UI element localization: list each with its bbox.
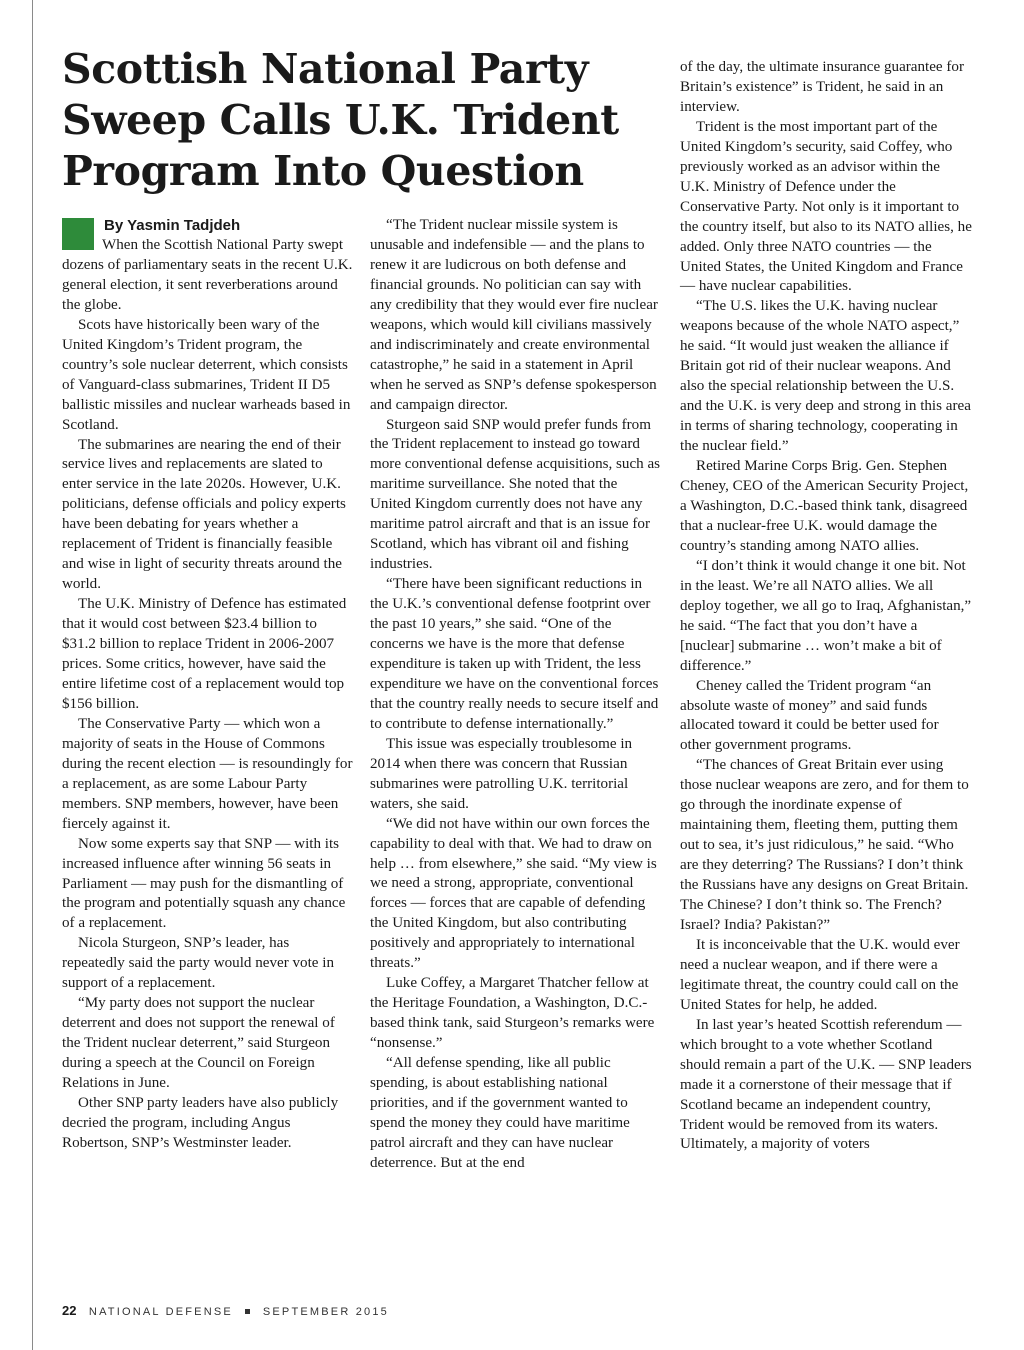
headline	[62, 44, 622, 197]
section-marker	[62, 218, 94, 250]
byline: By Yasmin Tadjdeh	[104, 217, 241, 234]
issue-date: SEPTEMBER 2015	[262, 1306, 390, 1318]
headline-line: Sweep Calls U.K. Trident	[62, 96, 619, 144]
article-column-1	[62, 216, 354, 1154]
paragraph: Cheney called the Trident program “an absolute waste of money” and said funds allocated toward it could be better used for other government programs.	[680, 677, 939, 754]
article-column-2	[370, 216, 662, 1174]
paragraph: The submarines are nearing the end of their service lives and replacements are slated to enter service in the late 2020s. However, U.K. politicians, defense officials and policy experts have been debating for years whether a replacement of Trident is financially feasible and wise in light of security threats around the world.	[62, 436, 346, 593]
headline-line: Program Into Question	[62, 147, 584, 195]
paragraph: Now some experts say that SNP — with its increased influence after winning 56 seats in Parliament — may push for the dismantling of the program and potentially squash any chance of a replacement.	[62, 835, 346, 932]
paragraph: In last year’s heated Scottish referendum — which brought to a vote whether Scotland should remain a part of the U.K. — SNP leaders made it a cornerstone of their message that if Scotland became an independent country, Trident would be removed from its waters. Ultimately, a majority of voters	[680, 1016, 972, 1153]
paragraph: The U.K. Ministry of Defence has estimated that it would cost between $23.4 billion to $31.2 billion to replace Trident in 2006-2007 prices. Some critics, however, have said the entire lifetime cost of a replacement would top $156 billion.	[62, 596, 347, 712]
article-column-3	[680, 58, 972, 1155]
paragraph: Retired Marine Corps Brig. Gen. Stephen Cheney, CEO of the American Security Project, a Washington, D.C.-based think tank, disagreed that a nuclear-free U.K. would damage the country’s standing among NATO allies.	[680, 458, 969, 554]
paragraph: This issue was especially troublesome in 2014 when there was concern that Russian submarines were patrolling U.K. territorial waters, she said.	[370, 735, 633, 812]
paragraph: Other SNP party leaders have also publicly decried the program, including Angus Robertson, SNP’s Westminster leader.	[62, 1094, 339, 1151]
paragraph: “There have been significant reductions in the U.K.’s conventional defense footprint over the past 10 years,” she said. “One of the concerns we have is the more that defense expenditure is taken up with Trident, the less expenditure we have on the conventional forces that the country really needs to secure itself and to contribute to defense internationally.”	[370, 576, 659, 732]
paragraph: Trident is the most important part of the United Kingdom’s security, said Coffey, who previously worked as an advisor within the U.K. Ministry of Defence under the Conservative Party. Not only is it important to the country itself, but also to its NATO allies, he added. Only three NATO countries — the United States, the United Kingdom and France — have nuclear capabilities.	[680, 118, 972, 295]
paragraph: “My party does not support the nuclear deterrent and does not support the renewal of the Trident nuclear deterrent,” said Sturgeon during a speech at the Council on Foreign Relations in June.	[62, 995, 335, 1092]
paragraph: “The chances of Great Britain ever using those nuclear weapons are zero, and for them to go through the inordinate expense of maintaining them, fleeting them, putting them out to sea, it’s just ridiculous,” he said. “Who are they deterring? The Russians? I don’t think the Russians have any designs on Great Britain. The Chinese? I don’t think so. The French? Israel? India? Pakistan?”	[680, 757, 969, 933]
paragraph: “We did not have within our own forces the capability to deal with that. We had to draw on help … from elsewhere,” she said. “My view is we need a strong, appropriate, conventional forces — forces that are capable of defending the United Kingdom, but also contributing positively and appropriately to international threats.”	[370, 815, 657, 972]
paragraph: The Conservative Party — which won a majority of seats in the House of Commons during the recent election — is resoundingly for a replacement, as are some Labour Party members. SNP members, however, have been fiercely against it.	[62, 715, 353, 832]
separator-square	[245, 1309, 250, 1314]
paragraph: Luke Coffey, a Margaret Thatcher fellow at the Heritage Foundation, a Washington, D.C.-based think tank, said Sturgeon’s remarks were “nonsense.”	[370, 975, 655, 1052]
publication-name: NATIONAL DEFENSE	[88, 1306, 233, 1318]
byline-row	[62, 216, 354, 236]
margin-rule	[32, 0, 33, 1350]
paragraph: “All defense spending, like all public spending, is about establishing national priorities, and if the government wanted to spend the money they could have maritime patrol aircraft and they can have nuclear deterrence. But at the end	[370, 1055, 630, 1171]
headline-line: Scottish National Party	[62, 45, 589, 93]
paragraph: of the day, the ultimate insurance guarantee for Britain’s existence” is Trident, he said in an interview.	[680, 59, 965, 115]
paragraph: When the Scottish National Party swept dozens of parliamentary seats in the recent U.K. general election, it sent reverberations around the globe.	[62, 237, 353, 313]
paragraph: It is inconceivable that the U.K. would ever need a nuclear weapon, and if there were a legitimate threat, the country could call on the United States for help, he added.	[680, 936, 960, 1013]
paragraph: “The U.S. likes the U.K. having nuclear weapons because of the whole NATO aspect,” he said. “It would just weaken the alliance if Britain got rid of their nuclear weapons. And also the special relationship between the U.S. and the U.K. is very deep and strong in this area in terms of sharing technology, cooperating in the nuclear field.”	[680, 298, 971, 455]
page-number: 22	[62, 1303, 77, 1318]
paragraph: “The Trident nuclear missile system is unusable and indefensible — and the plans to renew it are ludicrous on both defense and financial grounds. No politician can say with any credibility that they would ever fire nuclear weapons, which would kill civilians massively and indiscriminately and create environmental catastrophe,” he said in a statement in April when he served as SNP’s defense spokesperson and campaign director.	[370, 217, 658, 413]
paragraph: Scots have historically been wary of the United Kingdom’s Trident program, the country’s sole nuclear deterrent, which consists of Vanguard-class submarines, Trident II D5 ballistic missiles and nuclear warheads based in Scotland.	[62, 316, 351, 433]
paragraph: “I don’t think it would change it one bit. Not in the least. We’re all NATO allies. We all deploy together, we all go to Iraq, Afghanistan,” he said. “The fact that you don’t have a [nuclear] submarine … won’t make a bit of difference.”	[680, 557, 972, 674]
paragraph: Nicola Sturgeon, SNP’s leader, has repeatedly said the party would never vote in support of a replacement.	[62, 935, 335, 992]
paragraph: Sturgeon said SNP would prefer funds from the Trident replacement to instead go toward more conventional defense acquisitions, such as maritime surveillance. She noted that the United Kingdom currently does not have any maritime patrol aircraft and that is an issue for Scotland, which has vibrant oil and fishing industries.	[370, 416, 661, 573]
page-footer	[62, 1302, 389, 1322]
